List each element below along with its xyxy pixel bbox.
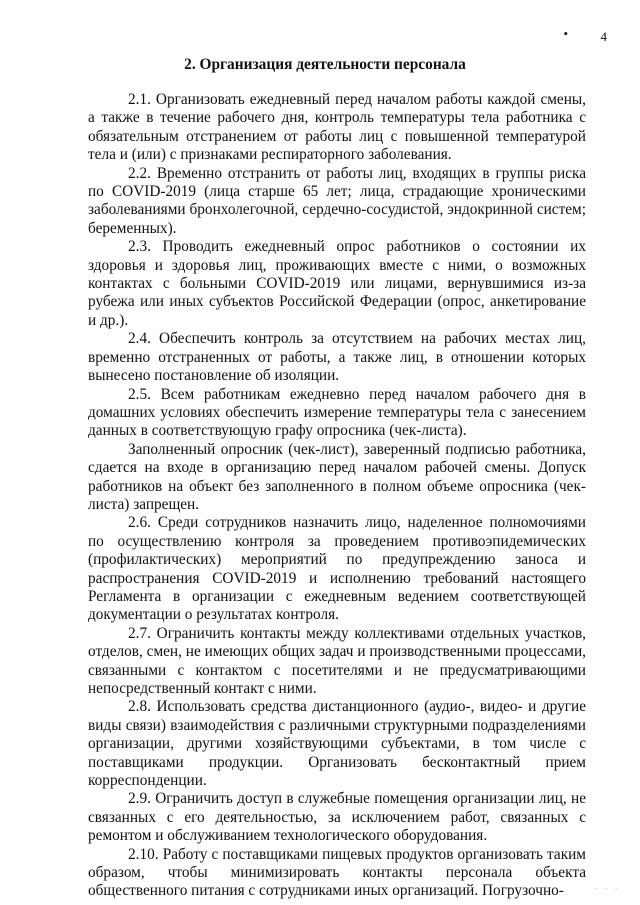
paragraph-2-3: 2.3. Проводить ежедневный опрос работников о состоянии их здоровья и здоровья лиц, проживающих вместе с ними, о возможных контактах с больными COVID-2019 или лицами, вернувшимися из-за рубежа или иных субъектов Российской Федерации (опрос, анкетирование и др.). — [88, 238, 586, 329]
section-body — [88, 91, 586, 901]
paragraph-2-1: 2.1. Организовать ежедневный перед началом работы каждой смены, а также в течение рабочего дня, контроль температуры тела работника с обязательным отстранением от работы лиц с повышенной температурой тела и (или) с признаками респираторного заболевания. — [88, 91, 586, 164]
section-heading: 2. Организация деятельности персонала — [184, 56, 466, 73]
page-number: 4 — [600, 29, 607, 44]
page-mark: • — [563, 26, 568, 41]
paragraph-2-5: 2.5. Всем работникам ежедневно перед началом рабочего дня в домашних условиях обеспечить измерение температуры тела с занесением данных в соответствующую графу опросника (чек-листа). — [88, 385, 586, 440]
paragraph-2-6: 2.6. Среди сотрудников назначить лицо, наделенное полномочиями по осуществлению контроля за проведением противоэпидемических (профилактических) мероприятий по предупреждению заноса и распространения COVID-2019 и исполнению требований настоящего Регламента в организации с ежедневным ведением соответствующей документации о результатах контроля. — [88, 514, 586, 624]
paragraph-2-2: 2.2. Временно отстранить от работы лиц, входящих в группы риска по COVID-2019 (лица старше 65 лет; лица, страдающие хроническими заболеваниями бронхолегочной, сердечно-сосудистой, эндокринной систем; беременных). — [88, 164, 586, 237]
paragraph-2-4: 2.4. Обеспечить контроль за отсутствием на рабочих местах лиц, временно отстраненных от работы, а также лиц, в отношении которых вынесено постановление об изоляции. — [88, 330, 586, 385]
corner-dots: . . . — [595, 882, 620, 891]
paragraph-2-10: 2.10. Работу с поставщиками пищевых продуктов организовать таким образом, чтобы минимизировать контакты персонала объекта общественного питания с сотрудниками иных организаций. Погрузочно- — [88, 845, 586, 900]
paragraph-2-8: 2.8. Использовать средства дистанционного (аудио-, видео- и другие виды связи) взаимодействия с различными структурными подразделениями организации, другими хозяйствующими субъектами, в том числе с поставщиками продукции. Организовать бесконтактный прием корреспонденции. — [88, 698, 586, 790]
paragraph-checklist: Заполненный опросник (чек-лист), заверенный подписью работника, сдается на входе в организацию перед началом рабочей смены. Допуск работников на объект без заполненного в полном объеме опросника (чек-листа) запрещен. — [88, 440, 586, 513]
paragraph-2-9: 2.9. Ограничить доступ в служебные помещения организации лиц, не связанных с его деятельностью, за исключением работ, связанных с ремонтом и обслуживанием технологического оборудования. — [88, 790, 586, 845]
paragraph-2-7: 2.7. Ограничить контакты между коллективами отдельных участков, отделов, смен, не имеющих общих задач и производственными процессами, связанными с контактом с посетителями и не предусматривающими непосредственный контакт с ними. — [88, 624, 586, 697]
